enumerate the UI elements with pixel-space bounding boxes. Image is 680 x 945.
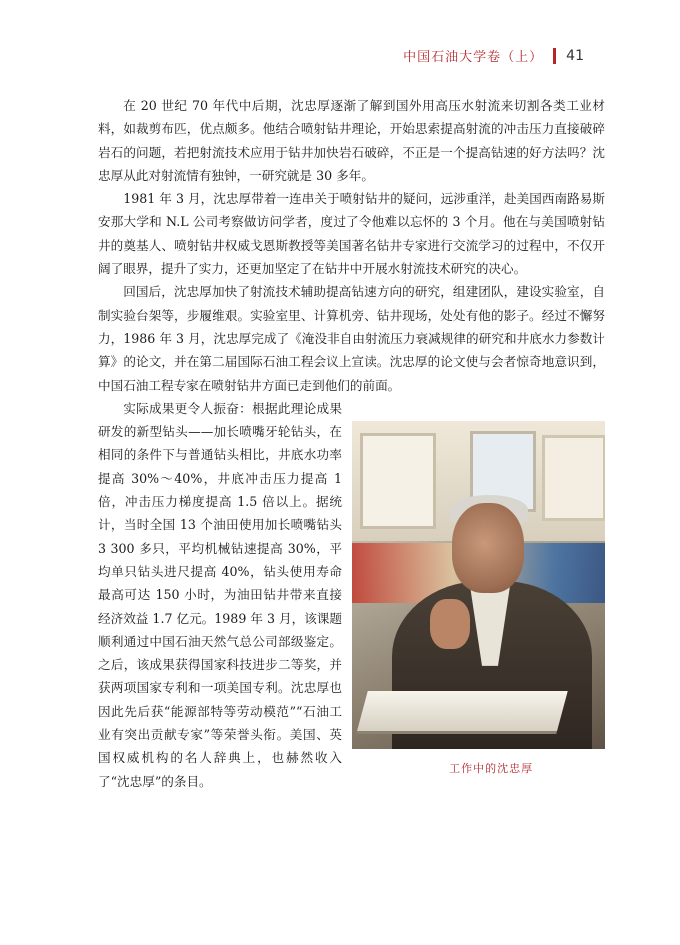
running-header (403, 46, 584, 65)
figure-caption: 工作中的沈忠厚 (449, 761, 534, 775)
paragraph-4-text: 实际成果更令人振奋：根据此理论成果研发的新型钻头——加长喷嘴牙轮钻头，在相同的条件下与普通钻头相比，井底水功率提高 30%～40%，井底冲击压力提高 1 倍，冲击压力梯度提高 1.5 倍以上。据统计，当时全国 13 个油田使用加长喷嘴钻头 3 300 多只，平均机械钻速提高 30%，平均单只钻头进尺提高 40%，钻头使用寿命最高可达 150 小时，为油田钻井带来直接经济效益 1.7 亿元。1989 年 3 月，该课题顺利通过中国石油天然气总公司部级鉴定。之后，该成果获得国家科技进步二等奖，并获两项国家专利和一项美国专利。沈忠厚也因此先后获“能源部特等劳动模范”“石油工业有突出贡献专家”等荣誉头衔。美国、英国权威机构的名人辞典上，也赫然收入了“沈忠厚”的条目。 (98, 400, 342, 789)
portrait-photo (352, 421, 605, 749)
paragraph-3: 回国后，沈忠厚加快了射流技术辅助提高钻速方向的研究，组建团队，建设实验室，自制实验台架等，步履维艰。实验室里、计算机旁、钻井现场，处处有他的影子。经过不懈努力，1986 年 3 月，沈忠厚完成了《淹没非自由射流压力衰减规律的研究和井底水力参数计算》的论文，并在第二届国际石油工程会议上宣读。沈忠厚的论文使与会者惊奇地意识到，中国石油工程专家在喷射钻井方面已走到他们的前面。 (98, 284, 605, 393)
article-body (98, 94, 605, 793)
paragraph-4 (98, 397, 605, 793)
paragraph-1: 在 20 世纪 70 年代中后期，沈忠厚逐渐了解到国外用高压水射流来切割各类工业材料，如裁剪布匹，优点颇多。他结合喷射钻井理论，开始思索提高射流的冲击压力直接破碎岩石的问题，若把射流技术应用于钻井加快岩石破碎，不正是一个提高钻速的好方法吗？沈忠厚从此对射流情有独钟，一研究就是 30 多年。 (98, 98, 605, 183)
page-number: 41 (566, 47, 584, 64)
paragraph-2: 1981 年 3 月，沈忠厚带着一连串关于喷射钻井的疑问，远涉重洋，赴美国西南路易斯安那大学和 N.L 公司考察做访问学者，度过了令他难以忘怀的 3 个月。他在与美国喷射钻井的奠基人、喷射钻井权威戈恩斯教授等美国著名钻井专家进行交流学习的过程中，不仅开阔了眼界，提升了实力，还更加坚定了在钻井中开展水射流技术研究的决心。 (98, 191, 605, 277)
book-title: 中国石油大学卷（上） (403, 50, 544, 65)
photo-figure (352, 421, 605, 780)
header-divider (553, 48, 556, 64)
